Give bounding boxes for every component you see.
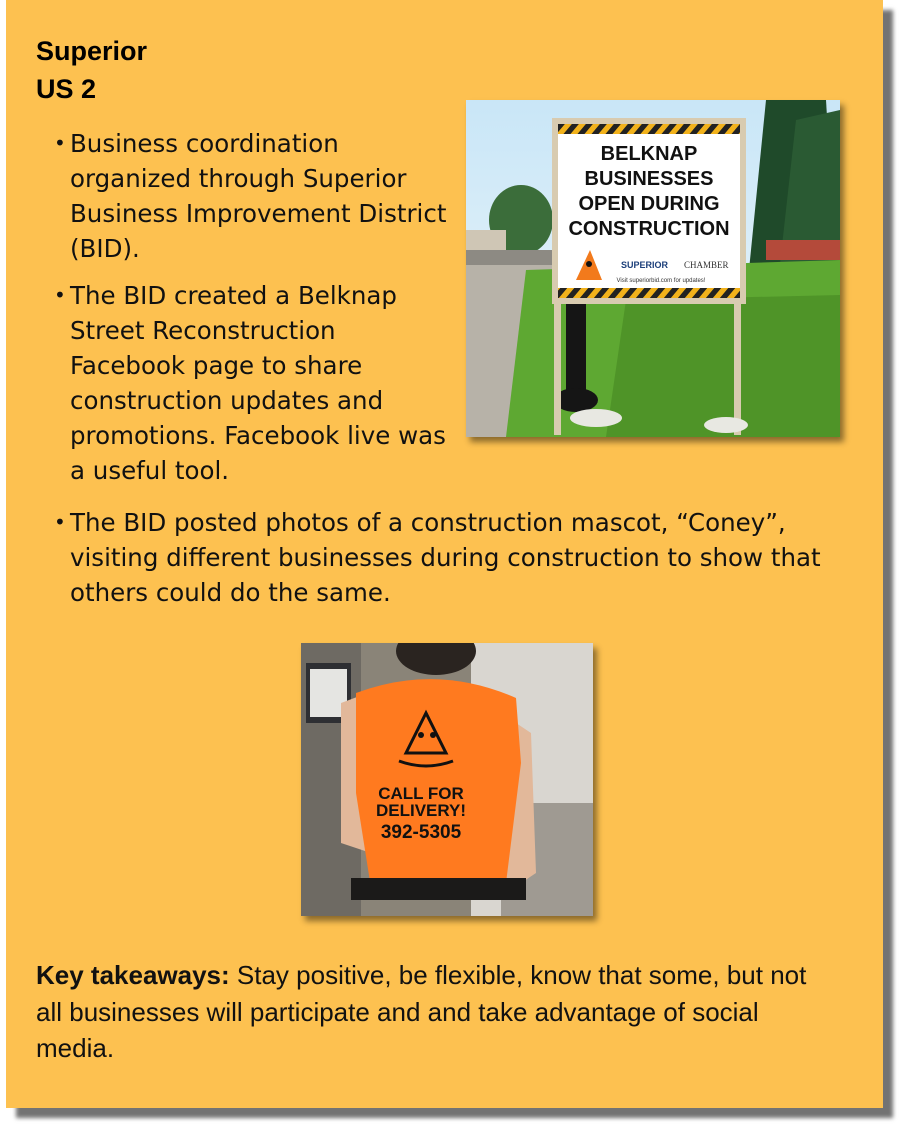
sign-footer: Visit superiorbid.com for updates! [616, 278, 706, 284]
takeaways-label: Key takeaways: [36, 960, 230, 990]
key-takeaways [36, 957, 816, 1067]
shirt-photo [301, 643, 593, 916]
bullet-item: • Business coordination organized through Superior Business Improvement District (BID). [54, 126, 454, 266]
slide-title [36, 32, 147, 108]
bullet-item: • The BID created a Belknap Street Reconstruction Facebook page to share construction updates and promotions. Facebook live was a useful tool. [54, 278, 454, 488]
takeaways-text: Stay positive, be flexible, know that some, but not all businesses will participate and and take advantage of social media. [36, 960, 807, 1063]
shirt-line-2: DELIVERY! [375, 801, 467, 820]
sign-logo-superior: SUPERIOR [621, 260, 669, 270]
sign-line-3: OPEN DURING [578, 193, 720, 215]
bullet-item-mascot: • The BID posted photos of a construction mascot, “Coney”, visiting different businesses during construction to show that others could do the same. [54, 505, 854, 610]
sign-line-4: CONSTRUCTION [568, 218, 730, 240]
shirt-line-3: 392-5305 [380, 822, 462, 843]
bullet-text: The BID posted photos of a construction mascot, “Coney”, visiting different businesses during construction to show that others could do the same. [70, 508, 821, 607]
bullet-list [54, 126, 454, 500]
shirt-line-1: CALL FOR [378, 784, 464, 803]
city-heading: Superior [36, 36, 148, 66]
sign-line-2: BUSINESSES [584, 168, 714, 190]
sign-photo [466, 100, 840, 437]
route-heading: US 2 [36, 74, 97, 104]
sign-logo-chamber: CHAMBER [684, 260, 729, 270]
sign-line-1: BELKNAP [600, 143, 698, 165]
